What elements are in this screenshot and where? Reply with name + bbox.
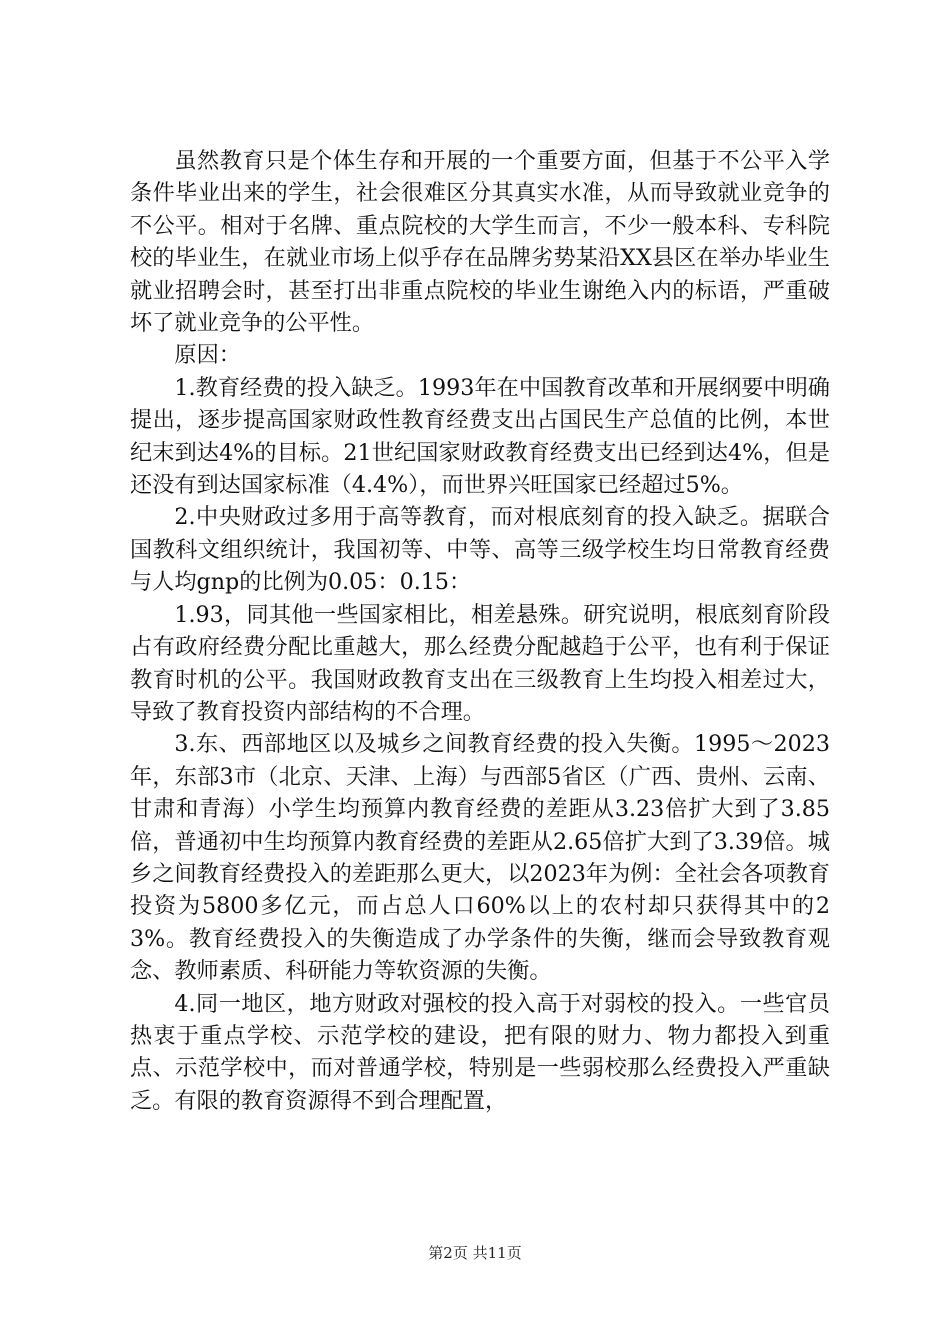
paragraph-intro: 虽然教育只是个体生存和开展的一个重要方面，但基于不公平入学条件毕业出来的学生，社会很难区分其真实水准，从而导致就业竞争的不公平。相对于名牌、重点院校的大学生而言，不少一般本科、专科院校的毕业生，在就业市场上似乎存在品牌劣势某沿XX县区在举办毕业生就业招聘会时，甚至打出非重点院校的毕业生谢绝入内的标语，严重破坏了就业竞争的公平性。 <box>130 148 830 337</box>
paragraph-reason-3: 3.东、西部地区以及城乡之间教育经费的投入失衡。1995～2023年，东部3市（北京、天津、上海）与西部5省区（广西、贵州、云南、甘肃和青海）小学生均预算内教育经费的差距从3.23倍扩大到了3.85倍，普通初中生均预算内教育经费的差距从2.65倍扩大到了3.39倍。城乡之间教育经费投入的差距那么更大，以2023年为例：全社会各项教育投资为5800多亿元，而占总人口60%以上的农村却只获得其中的23%。教育经费投入的失衡造成了办学条件的失衡，继而会导致教育观念、教师素质、科研能力等软资源的失衡。 <box>130 731 830 985</box>
document-body <box>130 145 830 1117</box>
page-number-footer: 第2页 共11页 <box>428 1244 522 1262</box>
paragraph-reason-1: 1.教育经费的投入缺乏。1993年在中国教育改革和开展纲要中明确提出，逐步提高国家财政性教育经费支出占国民生产总值的比例，本世纪末到达4%的目标。21世纪国家财政教育经费支出已经到达4%，但是还没有到达国家标准（4.4%），而世界兴旺国家已经超过5%。 <box>130 374 830 499</box>
paragraph-reason-2-continued: 1.93，同其他一些国家相比，相差悬殊。研究说明，根底刻育阶段占有政府经费分配比重越大，那么经费分配越趋于公平，也有利于保证教育时机的公平。我国财政教育支出在三级教育上生均投入相差过大，导致了教育投资内部结构的不合理。 <box>130 601 830 725</box>
paragraph-reason-2: 2.中央财政过多用于高等教育，而对根底刻育的投入缺乏。据联合国教科文组织统计，我国初等、中等、高等三级学校生均日常教育经费与人均gnp的比例为0.05：0.15： <box>130 504 830 596</box>
paragraph-reasons-heading: 原因： <box>174 342 241 369</box>
paragraph-reason-4: 4.同一地区，地方财政对强校的投入高于对弱校的投入。一些官员热衷于重点学校、示范学校的建设，把有限的财力、物力都投入到重点、示范学校中，而对普通学校，特别是一些弱校那么经费投入严重缺乏。有限的教育资源得不到合理配置， <box>130 990 830 1114</box>
